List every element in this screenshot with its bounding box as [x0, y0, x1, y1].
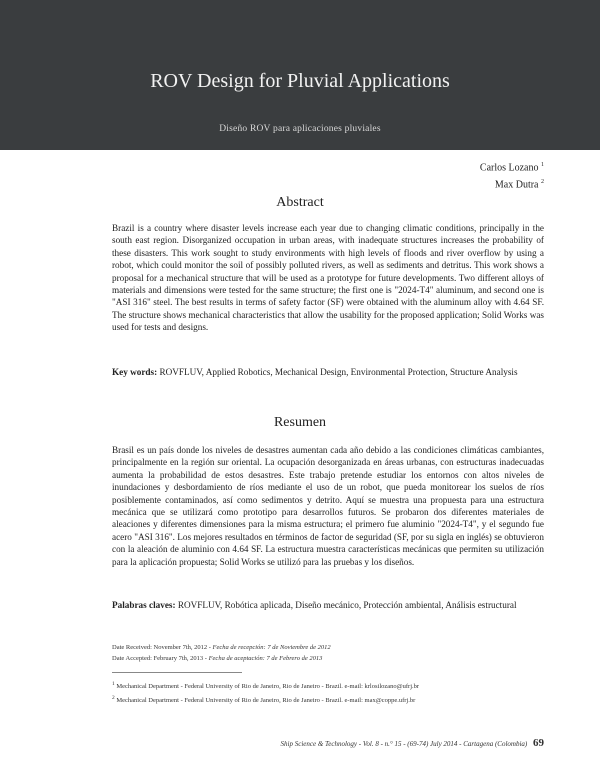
abstract-text: Brazil is a country where disaster levels increase each year due to changing climatic conditions, principally in the south east region. Disorganized occupation in urban areas, with inadequate structures increases the probability of these disasters. This work sought to study environments with high levels of floods and river overflow by using a robot, which could monitor the soil of possibly polluted rivers, as well as sediments and detritus. This work shows a proposal for a mechanical structure that will be used as a prototype for future developments. Two different alloys of materials and dimensions were tested for the same structure; the first one is "2024-T4" aluminum, and second one is "ASI 316" steel. The best results in terms of safety factor (SF) were obtained with the aluminum alloy with 4.64 SF. The structure shows mechanical characteristics that allow the usability for the proposed application; Solid Works was used for tests and designs. — [112, 223, 544, 333]
keywords-values: ROVFLUV, Applied Robotics, Mechanical Design, Environmental Protection, Structure Analysis — [159, 367, 518, 377]
footnote-divider — [112, 672, 242, 673]
date-received: Date Received: November 7th, 2012 - Fecha de recepción: 7 de Noviembre de 2012 — [112, 644, 331, 651]
author-list — [480, 158, 544, 193]
footnote-1: $^1$ Mechanical Department - Federal University of Rio de Janeiro, Rio de Janeiro - Brazil. e-mail: krlosilozano@ufrj.br — [112, 681, 420, 691]
date-accepted: Date Accepted: February 7th, 2013 - Fecha de aceptación: 7 de Febrero de 2013 — [112, 655, 323, 662]
title-banner — [0, 0, 600, 150]
dates-block — [112, 642, 331, 664]
author-1: Carlos Lozano $^1$ — [479, 162, 544, 174]
page-number: 69 — [533, 737, 544, 749]
resumen-text: Brasil es un país donde los niveles de desastres aumentan cada año debido a las condiciones climáticas cambiantes, principalmente en la región sur oriental. La ocupación desorganizada en áreas urbanas, con estructuras inadecuadas aumenta la probabilidad de estos desastres. Este trabajo pretende estudiar los entornos con altos niveles de inundaciones y desbordamiento de ríos mediante el uso de un robot, que pueda monitorear los suelos de ríos posiblemente contaminados, así como sedimentos y detrito. Aquí se muestra una propuesta para una estructura mecánica que se utilizará como prototipo para desarrollos futuros. Se probaron dos diferentes materiales de aleaciones y diferentes dimensiones para la misma estructura; el primero fue aluminio "2024-T4", y el segundo fue acero "ASI 316". Los mejores resultados en términos de factor de seguridad (SF, por su sigla en inglés) se obtuvieron con la aleación de aluminio con 4.64 SF. La estructura muestra características mecánicas que permiten su utilización para la aplicación propuesta; Solid Works se utilizó para las pruebas y los diseños. — [112, 445, 544, 567]
palabras-values: ROVFLUV, Robótica aplicada, Diseño mecánico, Protección ambiental, Análisis estructural — [177, 600, 517, 610]
resumen-heading: Resumen — [273, 415, 327, 430]
keywords-label: Key words: — [112, 367, 158, 377]
journal-citation: Ship Science & Technology - Vol. 8 - n.° 15 - (69-74) July 2014 - Cartagena (Colombia) — [280, 740, 528, 748]
paper-title: ROV Design for Pluvial Applications — [150, 70, 450, 92]
paper-subtitle: Diseño ROV para aplicaciones pluviales — [219, 124, 381, 134]
footnote-2: $^2$ Mechanical Department - Federal University of Rio de Janeiro, Rio de Janeiro - Brazil. e-mail: max@coppe.ufrj.br — [112, 694, 416, 704]
footnotes — [112, 679, 419, 706]
palabras-label: Palabras claves: — [112, 600, 176, 610]
abstract-keywords — [112, 366, 544, 378]
page-footer — [281, 737, 544, 749]
resumen-keywords — [112, 599, 544, 611]
author-2: Max Dutra $^2$ — [494, 179, 544, 191]
abstract-heading: Abstract — [276, 195, 324, 210]
